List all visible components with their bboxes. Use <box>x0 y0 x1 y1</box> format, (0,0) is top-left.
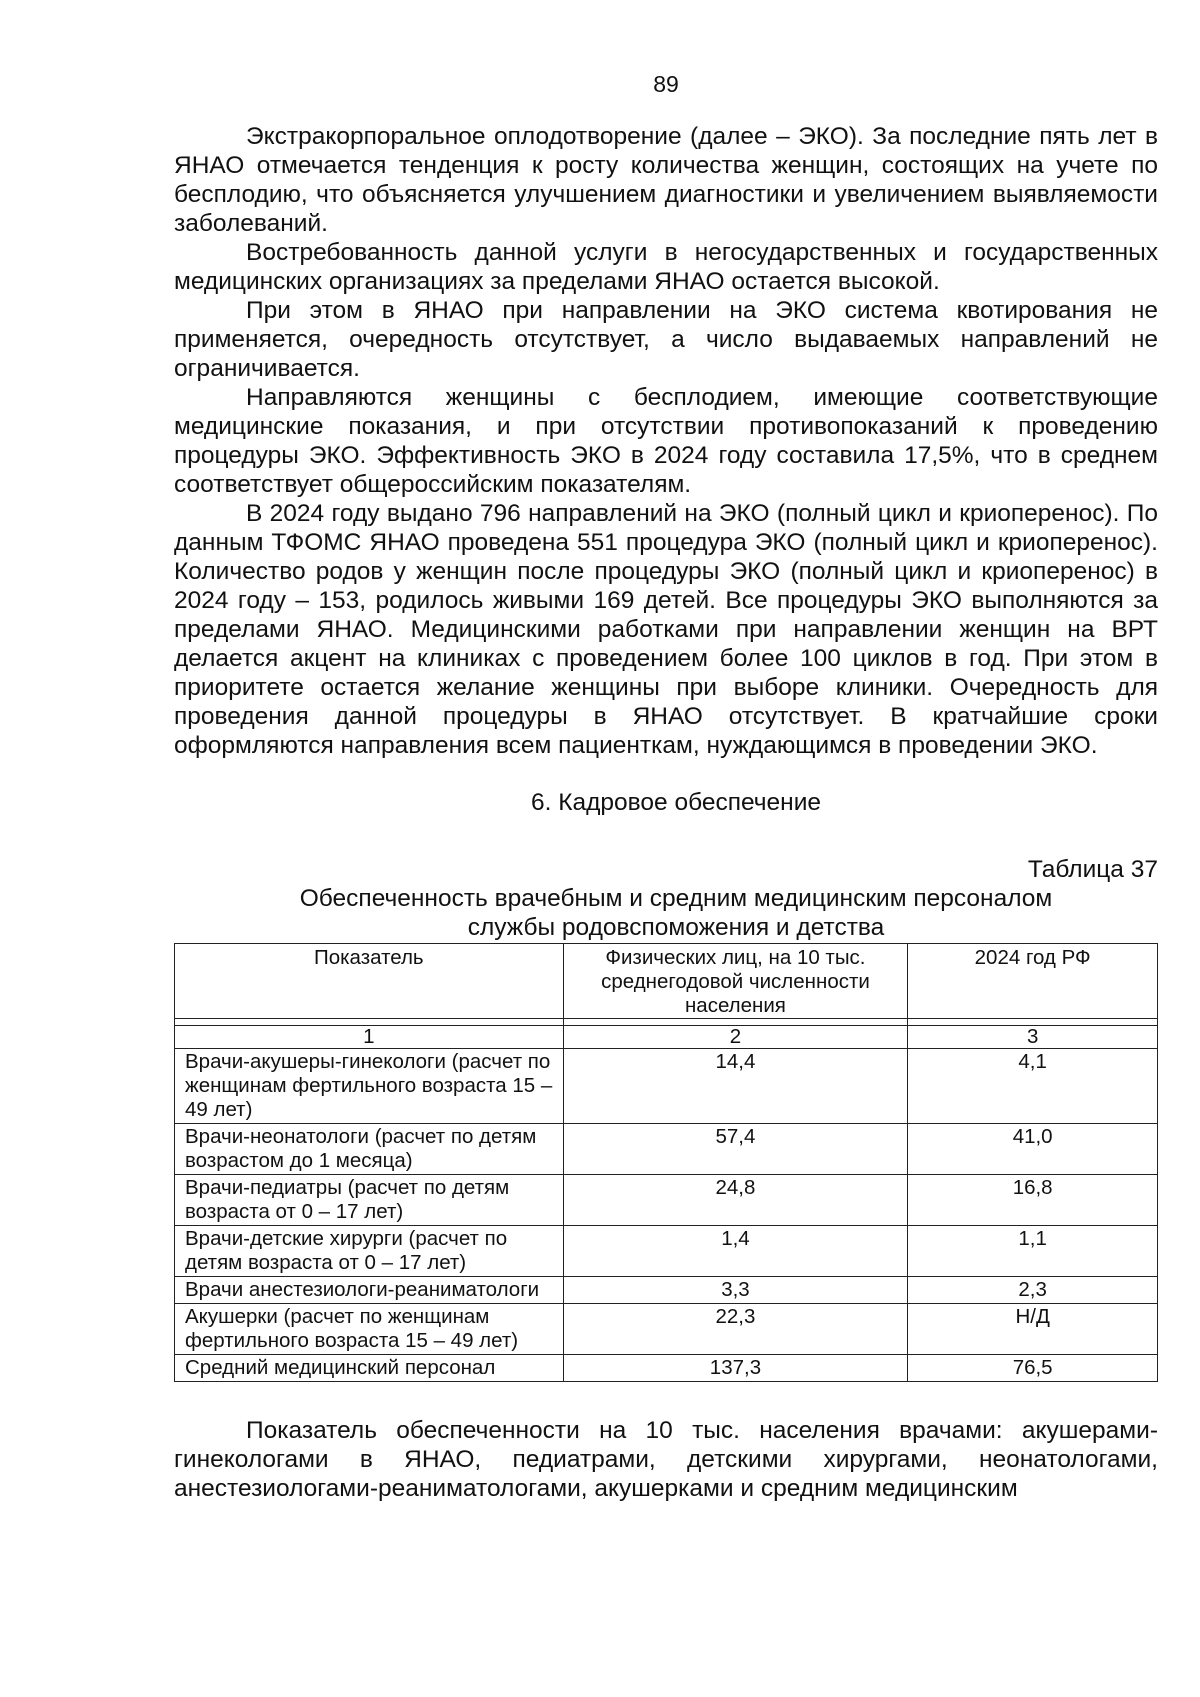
table-header-row <box>175 944 1158 1019</box>
document-page <box>174 70 1158 1503</box>
row-indicator: Средний медицинский персонал <box>175 1355 564 1382</box>
row-value: 14,4 <box>563 1049 908 1124</box>
section-heading: 6. Кадровое обеспечение <box>530 789 822 816</box>
table-row <box>175 1049 1158 1124</box>
row-rf-value: 1,1 <box>908 1226 1158 1277</box>
row-rf-value: 76,5 <box>908 1355 1158 1382</box>
row-rf-value: 4,1 <box>908 1049 1158 1124</box>
row-value: 24,8 <box>563 1175 908 1226</box>
row-rf-value: 16,8 <box>908 1175 1158 1226</box>
row-rf-value: 2,3 <box>908 1277 1158 1304</box>
table-row <box>175 1304 1158 1355</box>
row-indicator: Врачи-акушеры-гинекологи (расчет по женщинам фертильного возраста 15 – 49 лет) <box>175 1049 564 1124</box>
row-rf-value: Н/Д <box>908 1304 1158 1355</box>
page-number: 89 <box>653 71 679 97</box>
paragraph-eco-intro: Экстракорпоральное оплодотворение (далее – ЭКО). За последние пять лет в ЯНАО отмечается тенденция к росту количества женщин, состоящих на учете по бесплодию, что объясняется улучшением диагностики и увеличением выявляемости заболеваний. <box>174 123 1158 237</box>
header-per-10k: Физических лиц, на 10 тыс. среднегодовой численности населения <box>563 944 908 1019</box>
paragraph-quota: При этом в ЯНАО при направлении на ЭКО система квотирования не применяется, очередность отсутствует, а число выдаваемых направлений не ограничивается. <box>174 297 1158 382</box>
column-number: 2 <box>563 1026 908 1049</box>
staffing-table <box>174 943 1158 1382</box>
row-indicator: Акушерки (расчет по женщинам фертильного возраста 15 – 49 лет) <box>175 1304 564 1355</box>
row-indicator: Врачи-педиатры (расчет по детям возраста от 0 – 17 лет) <box>175 1175 564 1226</box>
row-indicator: Врачи-детские хирурги (расчет по детям возраста от 0 – 17 лет) <box>175 1226 564 1277</box>
row-value: 22,3 <box>563 1304 908 1355</box>
table-row <box>175 1277 1158 1304</box>
paragraph-closing: Показатель обеспеченности на 10 тыс. населения врачами: акушерами-гинекологами в ЯНАО, педиатрами, детскими хирургами, неонатологами, анестезиологами-реаниматологами, акушерками и средним медицинским <box>174 1417 1158 1502</box>
row-indicator: Врачи-неонатологи (расчет по детям возрастом до 1 месяца) <box>175 1124 564 1175</box>
row-value: 1,4 <box>563 1226 908 1277</box>
row-rf-value: 41,0 <box>908 1124 1158 1175</box>
column-number-row <box>175 1026 1158 1049</box>
paragraph-efficiency: Направляются женщины с бесплодием, имеющие соответствующие медицинские показания, и при отсутствии противопоказаний к проведению процедуры ЭКО. Эффективность ЭКО в 2024 году составила 17,5%, что в среднем соответствует общероссийским показателям. <box>174 384 1158 498</box>
row-value: 57,4 <box>563 1124 908 1175</box>
table-title-line-2: службы родовспоможения и детства <box>467 914 885 941</box>
header-rf-2024: 2024 год РФ <box>908 944 1158 1019</box>
table-row <box>175 1124 1158 1175</box>
paragraph-statistics: В 2024 году выдано 796 направлений на ЭКО (полный цикл и криоперенос). По данным ТФОМС ЯНАО проведена 551 процедура ЭКО (полный цикл и криоперенос). Количество родов у женщин после процедуры ЭКО (полный цикл и криоперенос) в 2024 году – 153, родилось живыми 169 детей. Все процедуры ЭКО выполняются за пределами ЯНАО. Медицинскими работками при направлении женщин на ВРТ делается акцент на клиниках с проведением более 100 циклов в год. При этом в приоритете остается желание женщины при выборе клиники. Очередность для проведения данной процедуры в ЯНАО отсутствует. В кратчайшие сроки оформляются направления всем пациенткам, нуждающимся в проведении ЭКО. <box>174 500 1158 759</box>
table-title-line-1: Обеспеченность врачебным и средним медицинским персоналом <box>299 885 1053 912</box>
table-row <box>175 1175 1158 1226</box>
paragraph-demand: Востребованность данной услуги в негосударственных и государственных медицинских организациях за пределами ЯНАО остается высокой. <box>174 239 1158 295</box>
row-indicator: Врачи анестезиологи-реаниматологи <box>175 1277 564 1304</box>
column-number: 3 <box>908 1026 1158 1049</box>
table-row <box>175 1226 1158 1277</box>
row-value: 3,3 <box>563 1277 908 1304</box>
table-row <box>175 1355 1158 1382</box>
header-indicator: Показатель <box>175 944 564 1019</box>
row-value: 137,3 <box>563 1355 908 1382</box>
table-label: Таблица 37 <box>1027 856 1158 883</box>
column-number: 1 <box>175 1026 564 1049</box>
